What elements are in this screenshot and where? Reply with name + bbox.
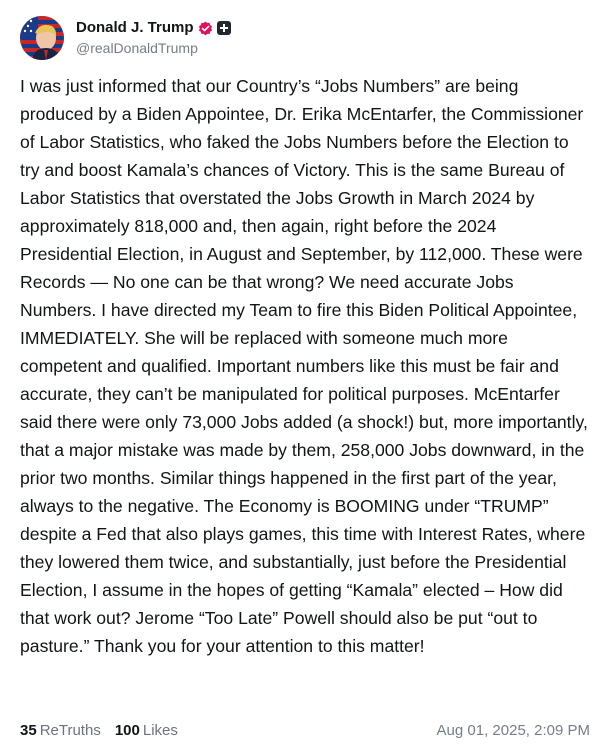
retruths-count: 35 bbox=[20, 722, 37, 739]
likes-label: Likes bbox=[142, 722, 178, 739]
post-footer bbox=[20, 722, 590, 739]
name-row bbox=[76, 19, 231, 37]
flag-portrait-avatar-icon bbox=[20, 16, 64, 60]
display-name[interactable]: Donald J. Trump bbox=[76, 19, 194, 37]
verified-badge-icon bbox=[198, 21, 213, 36]
post-timestamp[interactable]: Aug 01, 2025, 2:09 PM bbox=[436, 722, 590, 739]
plus-badge-icon bbox=[217, 21, 231, 35]
retruths-label: ReTruths bbox=[39, 722, 101, 739]
handle[interactable]: @realDonaldTrump bbox=[76, 40, 198, 57]
likes-stat[interactable] bbox=[115, 722, 178, 739]
retruths-stat[interactable] bbox=[20, 722, 101, 739]
avatar[interactable] bbox=[20, 16, 64, 60]
post-text: I was just informed that our Country’s “Jobs Numbers” are being produced by a Biden Appointee, Dr. Erika McEntarfer, the Commissioner of Labor Statistics, who faked the Jobs Numbers before the Election to try and boost Kamala’s chances of Victory. This is the same Bureau of Labor Statistics that overstated the Jobs Growth in March 2024 by approximately 818,000 and, then again, right before the 2024 Presidential Election, in August and September, by 112,000. These were Records — No one can be that wrong? We need accurate Jobs Numbers. I have directed my Team to fire this Biden Political Appointee, IMMEDIATELY. She will be replaced with someone much more competent and qualified. Important numbers like this must be fair and accurate, they can’t be manipulated for political purposes. McEntarfer said there were only 73,000 Jobs added (a shock!) but, more importantly, that a major mistake was made by them, 258,000 Jobs downward, in the prior two months. Similar things happened in the first part of the year, always to the negative. The Economy is BOOMING under “TRUMP” despite a Fed that also plays games, this time with Interest Rates, where they lowered them twice, and substantially, just before the Presidential Election, I assume in the hopes of getting “Kamala” elected – How did that work out? Jerome “Too Late” Powell should also be put “out to pasture.” Thank you for your attention to this matter! bbox=[20, 76, 588, 656]
likes-count: 100 bbox=[114, 722, 140, 739]
post-header bbox=[20, 0, 592, 66]
author-info bbox=[76, 19, 231, 57]
post-stats bbox=[20, 722, 178, 739]
